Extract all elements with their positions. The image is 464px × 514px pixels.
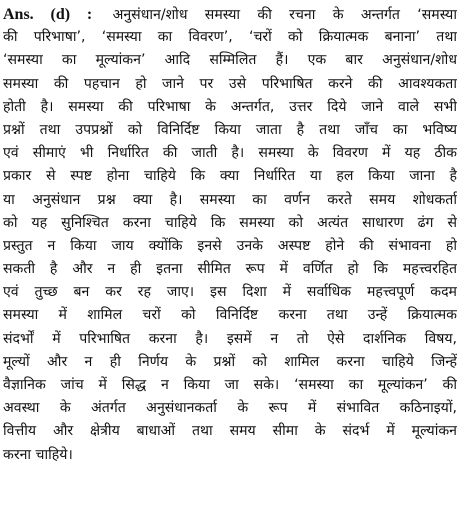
passage-line-text: अनुसंधान/शोध समस्या की रचना के अन्तर्गत ‘समस्या xyxy=(112,7,457,23)
passage-line: एवं सीमाएं भी निर्धारित की जाती है। समस्या के विवरण में यह ठीक xyxy=(3,145,457,162)
passage-line: करना चाहिये। xyxy=(3,446,73,463)
passage-line: अवस्था के अंतर्गत अनुसंधानकर्ता के रूप में संभावित कठिनाइयों, xyxy=(3,400,457,417)
passage-line: या अनुसंधान प्रश्न क्या है। समस्या का वर्णन करते समय शोधकर्ता xyxy=(3,191,457,208)
passage-line: एवं तुच्छ बन कर रह जाए। इस दिशा में सर्वाधिक महत्त्वपूर्ण कदम xyxy=(3,284,457,301)
passage-line: वैज्ञानिक जांच में सिद्ध न किया जा सके। ‘समस्या का मूल्यांकन’ की xyxy=(3,377,457,393)
answer-label: Ans. (d) : xyxy=(3,6,93,23)
passage-line xyxy=(3,3,457,26)
passage-line: प्रश्नों तथा उपप्रश्नों को विनिर्दिष्ट किया जाता है तथा जाँच का भविष्य xyxy=(3,121,457,138)
passage-line: सकती है और न ही इतना सीमित रूप में वर्णित हो कि महत्त्वरहित xyxy=(3,261,457,278)
passage-line: वित्तीय और क्षेत्रीय बाधाओं तथा समय सीमा के संदर्भ में मूल्यांकन xyxy=(3,423,457,440)
passage-line: होती है। समस्या की परिभाषा के अन्तर्गत, उत्तर दिये जाने वाले सभी xyxy=(3,98,457,115)
passage-line: की परिभाषा’, ‘समस्या का विवरण’, ‘चरों को क्रियात्मक बनाना’ तथा xyxy=(3,29,457,46)
passage-line: प्रकार से स्पष्ट होना चाहिये कि क्या निर्धारित या हल किया जाना है xyxy=(3,168,457,185)
passage-line: को यह सुनिश्चित करना चाहिये कि समस्या को अत्यंत साधारण ढंग से xyxy=(3,214,457,231)
passage-line: समस्या की पहचान हो जाने पर उसे परिभाषित करने की आवश्यकता xyxy=(3,75,457,92)
passage-line: ‘समस्या का मूल्यांकन’ आदि सम्मिलित हैं। एक बार अनुसंधान/शोध xyxy=(3,52,457,69)
passage-line: संदर्भों में परिभाषित करना है। इसमें न तो ऐसे दार्शनिक विषय, xyxy=(3,330,457,347)
answer-passage xyxy=(3,3,457,511)
passage-line: समस्या में शामिल चरों को विनिर्दिष्ट करना तथा उन्हें क्रियात्मक xyxy=(3,307,457,324)
passage-line: प्रस्तुत न किया जाय क्योंकि इनसे उनके अस्पष्ट होने की संभावना हो xyxy=(3,237,457,254)
passage-line: मूल्यों और न ही निर्णय के प्रश्नों को शामिल करना चाहिये जिन्हें xyxy=(3,353,457,370)
